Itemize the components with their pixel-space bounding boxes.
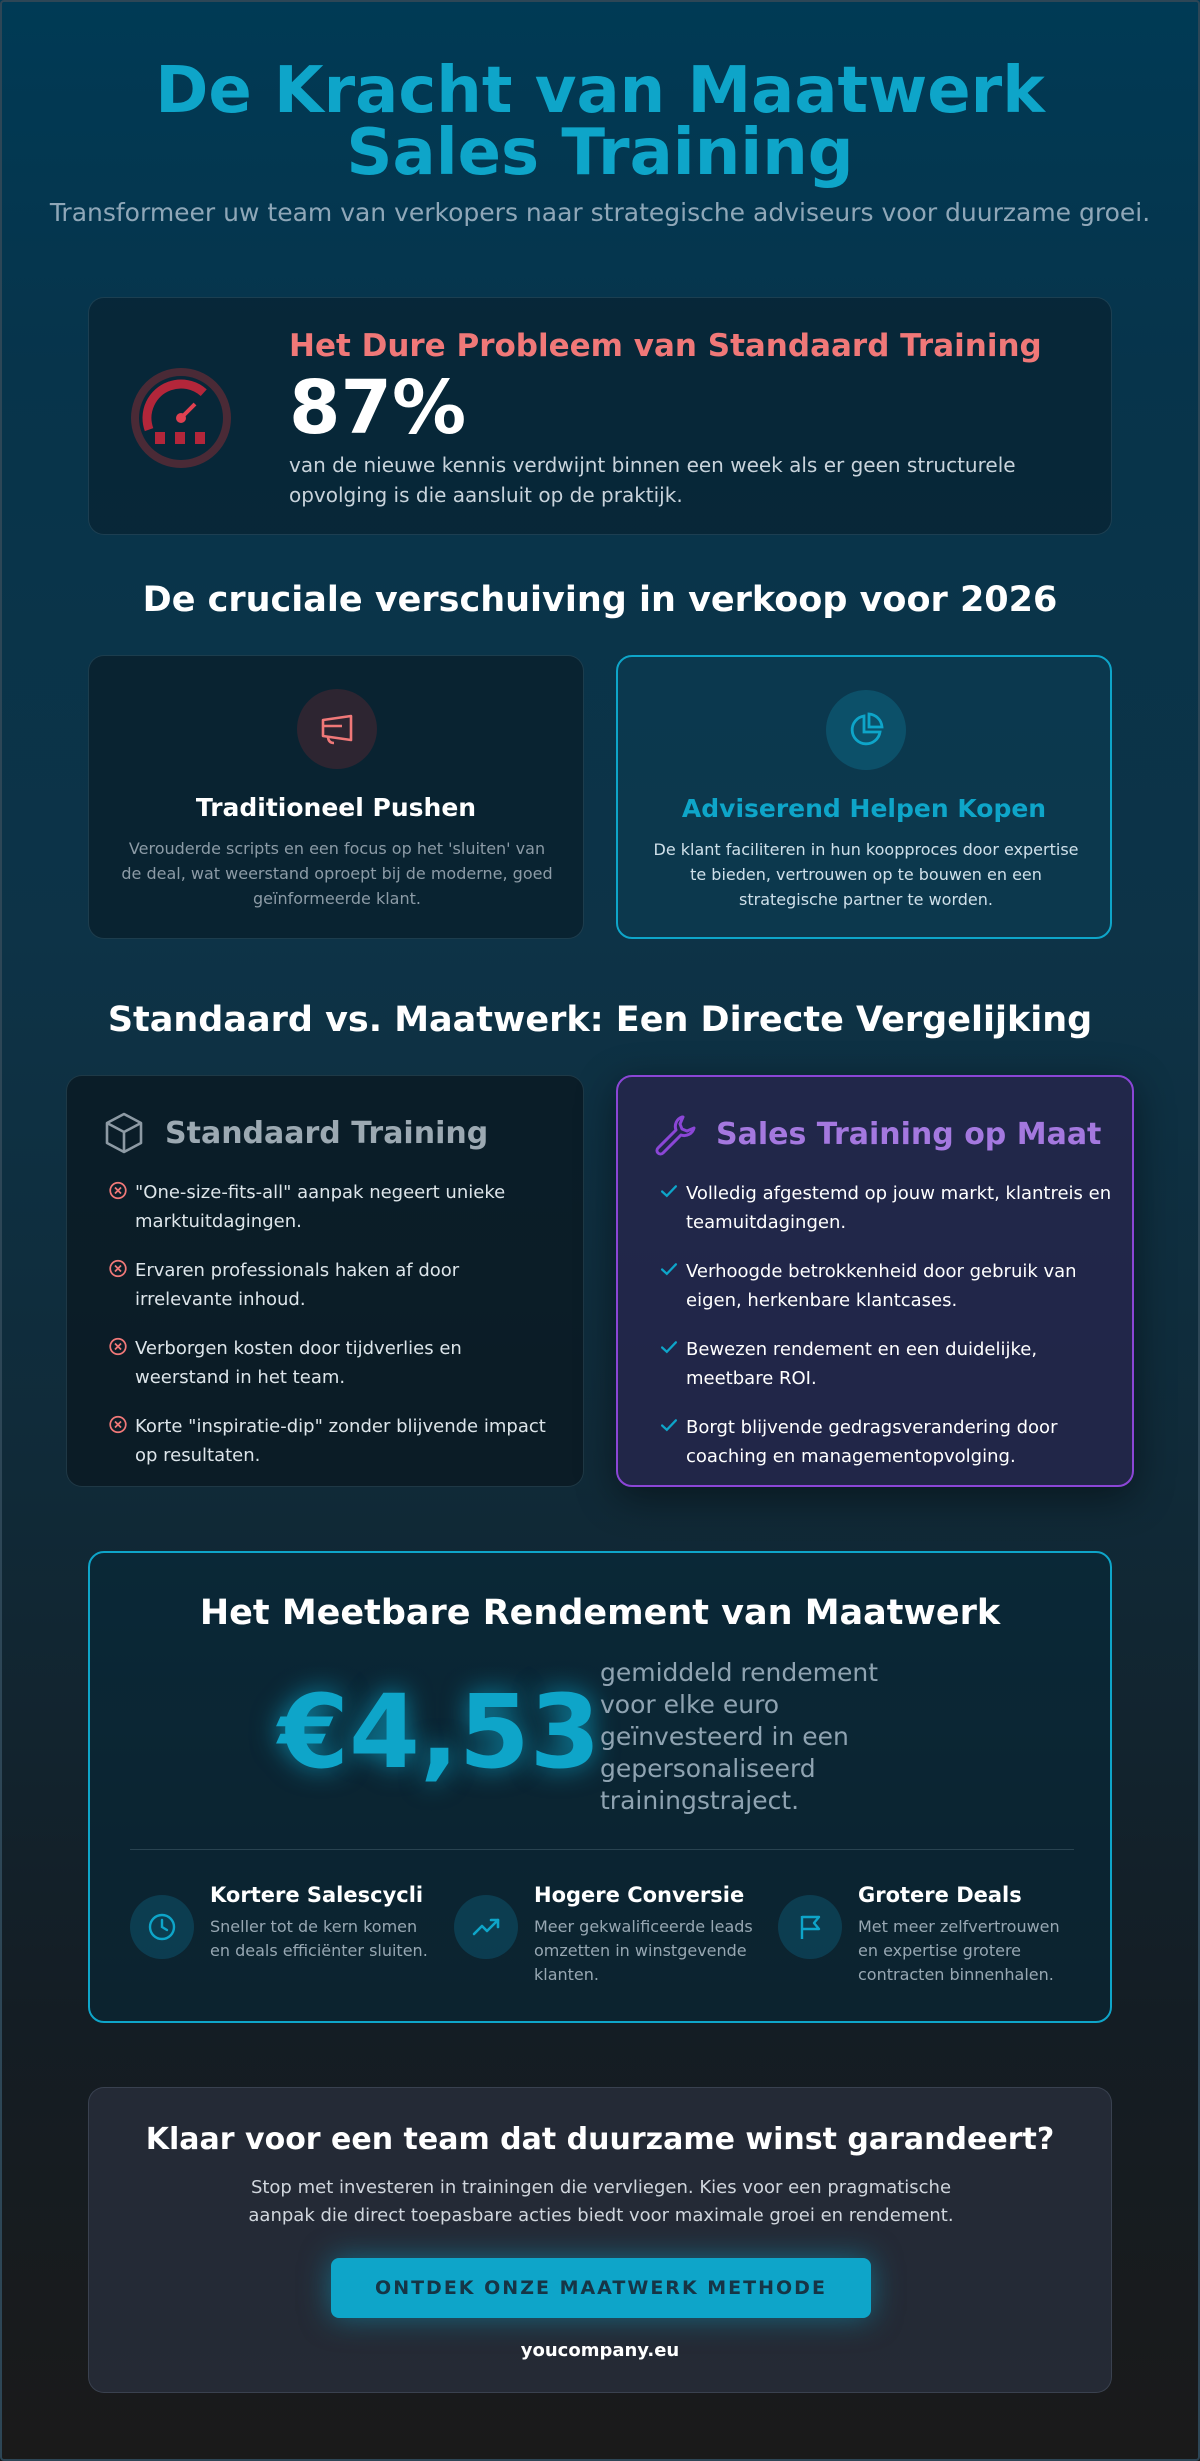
wrench-icon [652,1111,698,1157]
website-link[interactable]: youcompany.eu [520,2340,680,2361]
page-subtitle: Transformeer uw team van verkopers naar strategische adviseurs voor duurzame groei. [49,198,1151,227]
list-item: "One-size-fits-all" aanpak negeert unieke marktuitdagingen. [101,1178,561,1236]
custom-training-list [652,1179,1112,1491]
x-circle-icon [101,1178,135,1200]
feature-title: Grotere Deals [858,1883,1022,1907]
feature-text: Sneller tot de kern komen en deals efficiënter sluiten. [210,1917,428,1960]
check-icon [652,1179,686,1201]
list-item: Verborgen kosten door tijdverlies en weerstand in het team. [101,1334,561,1392]
check-icon [652,1413,686,1435]
list-item: Bewezen rendement en een duidelijke, meetbare ROI. [652,1335,1112,1393]
roi-title: Het Meetbare Rendement van Maatwerk [199,1593,1001,1633]
shift-card-advisory [616,655,1112,939]
check-icon [652,1335,686,1357]
standard-training-list [101,1178,561,1490]
list-item: Ervaren professionals haken af door irrelevante inhoud. [101,1256,561,1314]
clock-icon [130,1895,194,1959]
feature-text: Met meer zelfvertrouwen en expertise grotere contracten binnenhalen. [858,1917,1060,1984]
divider [130,1849,1074,1850]
pie-chart-icon [826,690,906,770]
feature-title: Kortere Salescycli [210,1883,424,1907]
page-title: De Kracht van Maatwerk Sales Training [155,54,1045,190]
discover-method-button[interactable]: ONTDEK ONZE MAATWERK METHODE [331,2258,871,2318]
flag-icon [778,1895,842,1959]
check-icon [652,1257,686,1279]
problem-stat: 87% [289,365,467,451]
shift-right-text: De klant faciliteren in hun koopproces door expertise te bieden, vertrouwen op te bouwen en een strategische partner te worden. [653,840,1079,909]
cta-card [88,2087,1112,2393]
shift-left-title: Traditioneel Pushen [195,793,477,822]
list-item: Korte "inspiratie-dip" zonder blijvende impact op resultaten. [101,1412,561,1470]
custom-training-title: Sales Training op Maat [716,1116,1102,1152]
feature-title: Hogere Conversie [534,1883,745,1907]
problem-description: van de nieuwe kennis verdwijnt binnen een week als er geen structurele opvolging is die aansluit op de praktijk. [289,453,1016,507]
cta-title: Klaar voor een team dat duurzame winst garandeert? [145,2122,1055,2157]
list-item: Borgt blijvende gedragsverandering door coaching en managementopvolging. [652,1413,1112,1471]
shift-section-title: De cruciale verschuiving in verkoop voor 2026 [142,580,1058,620]
megaphone-icon [297,689,377,769]
problem-card [88,297,1112,535]
list-item: Verhoogde betrokkenheid door gebruik van eigen, herkenbare klantcases. [652,1257,1112,1315]
roi-value: €4,53 [278,1673,601,1792]
comparison-section-title: Standaard vs. Maatwerk: Een Directe Vergelijking [107,1000,1093,1040]
roi-description: gemiddeld rendement voor elke euro geïnvesteerd in een gepersonaliseerd trainingstraject. [600,1658,879,1815]
feature-text: Meer gekwalificeerde leads omzetten in winstgevende klanten. [534,1917,753,1984]
shift-right-title: Adviserend Helpen Kopen [681,794,1047,823]
shift-card-traditional [88,655,584,939]
cta-text: Stop met investeren in trainingen die vervliegen. Kies voor een pragmatische aanpak die direct toepasbare acties biedt voor maximale groei en rendement. [248,2177,954,2226]
standard-training-card [66,1075,584,1487]
shift-left-text: Verouderde scripts en een focus op het 'sluiten' van de deal, wat weerstand oproept bij de moderne, goed geïnformeerde klant. [121,839,553,908]
problem-title: Het Dure Probleem van Standaard Training [289,328,1042,364]
x-circle-icon [101,1412,135,1434]
x-circle-icon [101,1334,135,1356]
x-circle-icon [101,1256,135,1278]
list-item: Volledig afgestemd op jouw markt, klantreis en teamuitdagingen. [652,1179,1112,1237]
hero [0,54,1200,227]
gauge-icon [129,366,233,470]
custom-training-card [616,1075,1134,1487]
roi-card [88,1551,1112,2023]
standard-training-title: Standaard Training [165,1115,489,1151]
trend-up-icon [454,1895,518,1959]
cube-icon [101,1110,147,1156]
